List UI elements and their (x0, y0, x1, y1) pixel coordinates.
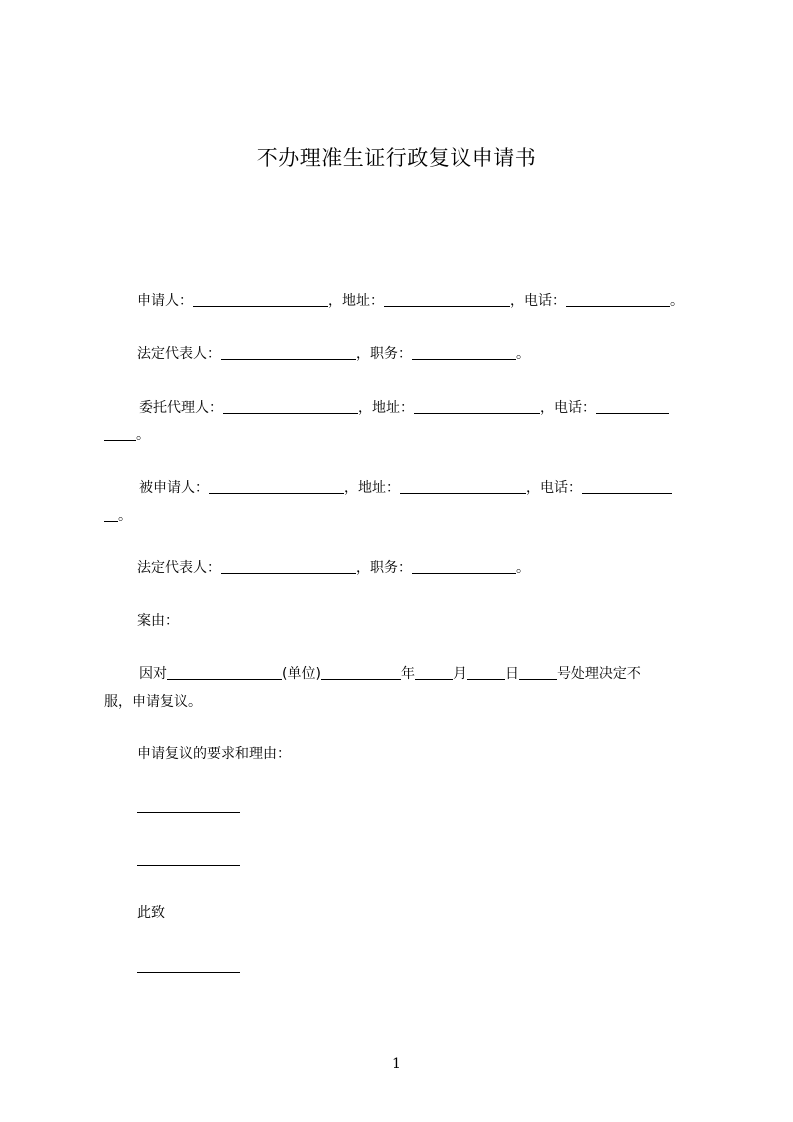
requirements-line-1 (137, 798, 240, 816)
position-blank-1[interactable] (412, 345, 516, 360)
respondent-phone-blank[interactable] (582, 479, 672, 494)
agent-end: 。 (136, 427, 150, 443)
legal-rep-name-blank-1[interactable] (221, 345, 356, 360)
requirements-line-2 (137, 851, 240, 869)
requirements-label: 申请复议的要求和理由： (137, 746, 291, 762)
legal-rep-line-1 (137, 345, 530, 363)
applicant-address-label: ，地址： (328, 293, 384, 309)
respondent-address-label: ，地址： (344, 480, 400, 496)
legal-rep-line-2 (137, 559, 530, 577)
legal-rep-end-2: 。 (516, 560, 530, 576)
agent-line (139, 399, 669, 417)
agent-phone-blank[interactable] (596, 399, 669, 414)
page-number: 1 (392, 1056, 401, 1072)
document-title: 不办理准生证行政复议申请书 (256, 146, 537, 170)
agent-phone-blank-cont[interactable] (104, 426, 136, 441)
unit-blank[interactable] (167, 665, 282, 680)
legal-rep-name-blank-2[interactable] (221, 559, 356, 574)
agent-phone-label: ，电话： (540, 400, 596, 416)
month-label: 月 (452, 666, 467, 682)
cause-suffix: 号处理决定不 (556, 666, 641, 682)
applicant-address-blank[interactable] (384, 292, 510, 307)
position-blank-2[interactable] (412, 559, 516, 574)
recipient-line (137, 958, 240, 976)
applicant-label: 申请人： (137, 293, 193, 309)
applicant-phone-label: ，电话： (510, 293, 566, 309)
agent-label: 委托代理人： (139, 400, 223, 416)
respondent-line (139, 479, 672, 497)
respondent-label: 被申请人： (139, 480, 209, 496)
year-label: 年 (400, 666, 415, 682)
day-label: 日 (504, 666, 519, 682)
number-blank[interactable] (519, 665, 557, 680)
applicant-line (137, 292, 684, 310)
closing-text: 此致 (137, 905, 165, 921)
respondent-line-wrap (104, 507, 132, 525)
position-label-1: ，职务： (356, 346, 412, 362)
legal-rep-end-1: 。 (516, 346, 530, 362)
applicant-phone-blank[interactable] (566, 292, 670, 307)
cause-line (139, 665, 641, 683)
applicant-end: 。 (670, 293, 684, 309)
unit-label: (单位) (282, 666, 321, 682)
agent-line-wrap (104, 426, 150, 444)
legal-rep-label-2: 法定代表人： (137, 560, 221, 576)
requirements-blank-2[interactable] (137, 851, 240, 866)
month-blank[interactable] (415, 665, 453, 680)
day-blank[interactable] (467, 665, 505, 680)
respondent-name-blank[interactable] (209, 479, 344, 494)
recipient-blank[interactable] (137, 958, 240, 973)
respondent-address-blank[interactable] (400, 479, 526, 494)
cause-prefix: 因对 (139, 666, 167, 682)
position-label-2: ，职务： (356, 560, 412, 576)
respondent-end: 。 (118, 508, 132, 524)
requirements-blank-1[interactable] (137, 798, 240, 813)
applicant-name-blank[interactable] (193, 292, 328, 307)
year-blank[interactable] (321, 665, 401, 680)
respondent-phone-label: ，电话： (526, 480, 582, 496)
cause-label: 案由： (137, 613, 179, 629)
agent-name-blank[interactable] (223, 399, 358, 414)
respondent-phone-blank-cont[interactable] (104, 507, 118, 522)
cause-continuation: 服，申请复议。 (104, 694, 202, 710)
agent-address-blank[interactable] (414, 399, 540, 414)
agent-address-label: ，地址： (358, 400, 414, 416)
legal-rep-label-1: 法定代表人： (137, 346, 221, 362)
